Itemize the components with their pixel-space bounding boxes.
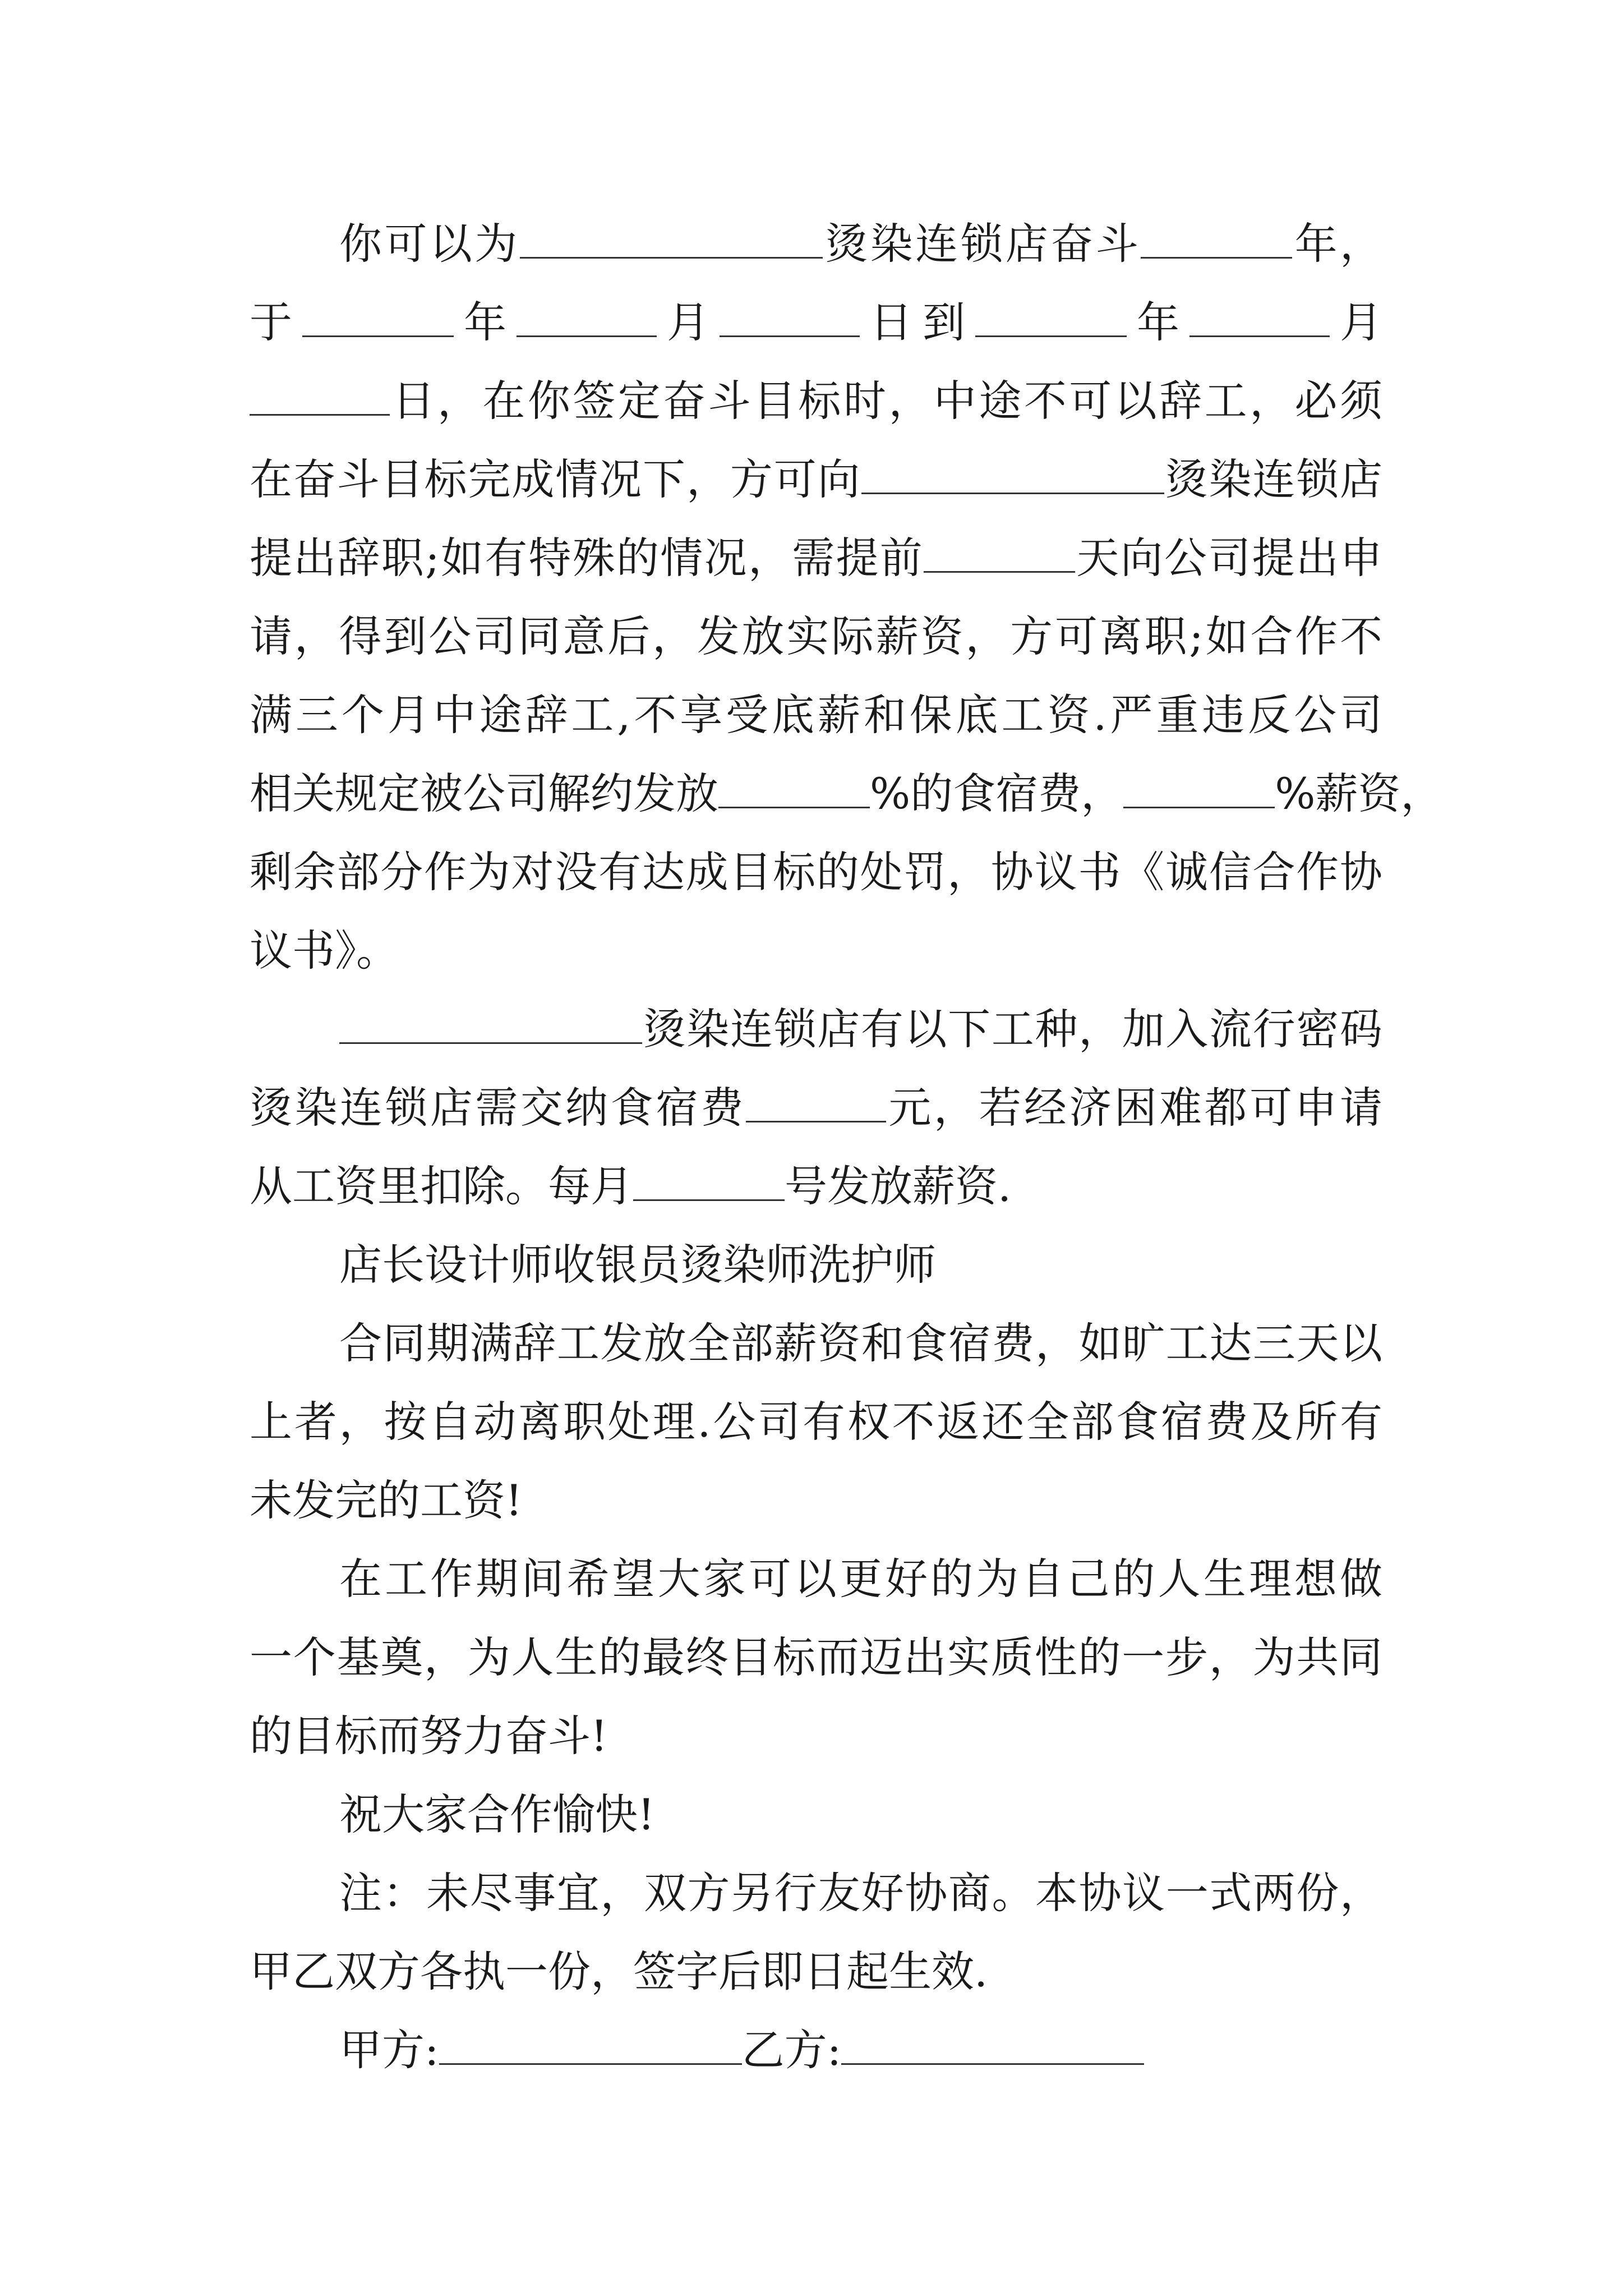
- fill-blank[interactable]: [1141, 218, 1292, 259]
- p1-text: 月: [657, 297, 720, 347]
- fill-blank[interactable]: [1189, 296, 1330, 337]
- p4-line1: 合同期满辞工发放全部薪资和食宿费，如旷工达三天以: [339, 1318, 1382, 1368]
- p1-text: 于: [250, 297, 302, 347]
- note-line2: 甲乙双方各执一份，签字后即日起生效.: [250, 1947, 988, 1996]
- p2-line1: [339, 990, 1382, 1069]
- fill-blank[interactable]: [517, 296, 657, 337]
- fill-blank[interactable]: [1123, 767, 1275, 808]
- p1-line9: 剩余部分作为对没有达成目标的处罚，协议书《诚信合作协: [250, 847, 1382, 897]
- p1-line7: 满三个月中途辞工,不享受底薪和保底工资.严重违反公司: [250, 690, 1382, 740]
- p1-text: %的食宿费，: [870, 769, 1124, 818]
- p1-text: 相关规定被公司解约发放: [250, 769, 718, 818]
- p1-text: %薪资，: [1275, 769, 1444, 818]
- p1-text: 年: [454, 297, 517, 347]
- p1-line3: [250, 362, 1382, 440]
- p1-text: 天向公司提出申: [1075, 533, 1383, 583]
- p2-text: 烫染连锁店需交纳食宿费: [250, 1083, 746, 1133]
- p1-text: 烫染连锁店奋斗: [822, 219, 1141, 269]
- p1-text: 在奋斗目标完成情况下，方可向: [250, 454, 861, 504]
- p1-line8: [250, 754, 1444, 833]
- p1-line1: [339, 205, 1382, 283]
- closing-wish: 祝大家合作愉快!: [339, 1789, 655, 1839]
- job-types: 店长设计师收银员烫染师洗护师: [339, 1240, 936, 1290]
- party-b-label: 乙方:: [741, 2025, 842, 2075]
- fill-blank[interactable]: [718, 767, 870, 808]
- p1-line5: [250, 519, 1382, 597]
- party-a-signature-field[interactable]: [439, 2024, 742, 2065]
- p2-text: 烫染连锁店有以下工种，加入流行密码: [642, 1004, 1382, 1054]
- note-line1: 注：未尽事宜，双方另行友好协商。本协议一式两份，: [339, 1868, 1382, 1918]
- p1-text: 日，在你签定奋斗目标时，中途不可以辞工，必须: [390, 376, 1382, 426]
- p1-text: 烫染连锁店: [1164, 454, 1383, 504]
- p5-line3: 的目标而努力奋斗!: [250, 1711, 608, 1761]
- p1-line2: [250, 283, 1382, 362]
- p4-line2: 上者，按自动离职处理.公司有权不返还全部食宿费及所有: [250, 1397, 1382, 1447]
- p5-line2: 一个基奠，为人生的最终目标而迈出实质性的一步，为共同: [250, 1632, 1382, 1682]
- p4-line3: 未发完的工资!: [250, 1475, 523, 1525]
- fill-blank[interactable]: [302, 296, 454, 337]
- fill-blank[interactable]: [520, 218, 823, 259]
- p1-text: 年: [1127, 297, 1189, 347]
- party-b-signature-field[interactable]: [841, 2024, 1144, 2065]
- p1-text: 你可以为: [339, 219, 520, 269]
- p1-line4: [250, 440, 1382, 519]
- p2-line3: [250, 1147, 1382, 1226]
- fill-blank[interactable]: [339, 1003, 642, 1044]
- p1-text: 日到: [860, 297, 975, 347]
- fill-blank[interactable]: [746, 1082, 886, 1122]
- fill-blank[interactable]: [633, 1160, 785, 1201]
- p2-line2: [250, 1069, 1382, 1147]
- fill-blank[interactable]: [250, 375, 390, 416]
- fill-blank[interactable]: [720, 296, 860, 337]
- fill-blank[interactable]: [924, 532, 1075, 573]
- signature-line: [339, 2011, 1382, 2090]
- p1-line6: 请，得到公司同意后，发放实际薪资，方可离职;如合作不: [250, 611, 1382, 661]
- p2-text: 号发放薪资.: [785, 1161, 1012, 1211]
- p1-text: 月: [1330, 297, 1382, 347]
- p1-text: 提出辞职;如有特殊的情况，需提前: [250, 533, 924, 583]
- fill-blank[interactable]: [861, 453, 1164, 494]
- p1-text: 年，: [1292, 219, 1383, 269]
- fill-blank[interactable]: [975, 296, 1127, 337]
- p2-text: 元，若经济困难都可申请: [886, 1083, 1382, 1133]
- p1-line10: 议书》。: [250, 926, 399, 976]
- party-a-label: 甲方:: [339, 2025, 439, 2075]
- p5-line1: 在工作期间希望大家可以更好的为自己的人生理想做: [339, 1554, 1382, 1604]
- p2-text: 从工资里扣除。每月: [250, 1161, 633, 1211]
